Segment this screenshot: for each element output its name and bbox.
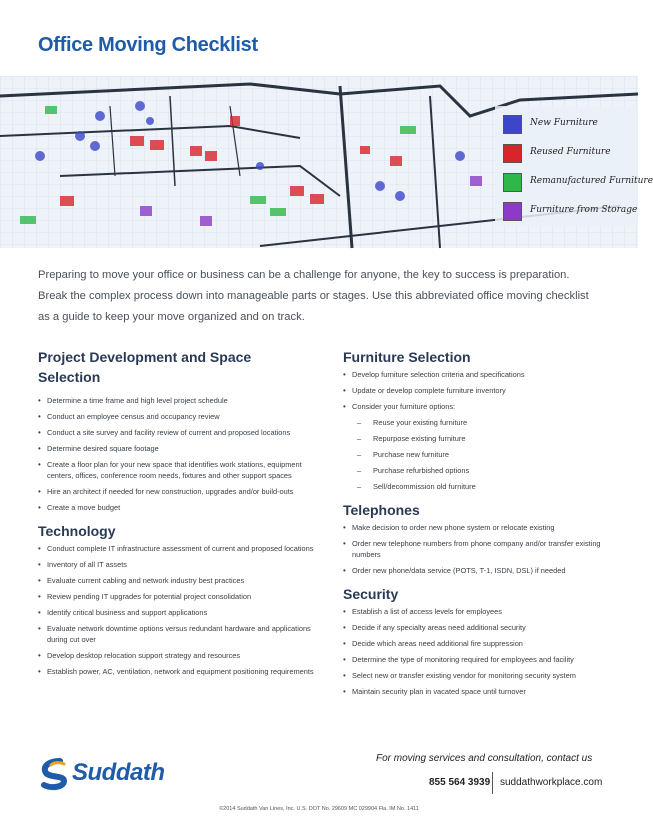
legend-swatch: [503, 173, 522, 192]
list-item: • Conduct a site survey and facility review of current and proposed locations: [38, 427, 328, 438]
checklist: [343, 606, 613, 697]
intro-line: Preparing to move your office or business can be a challenge for anyone, the key to success is preparation.: [38, 269, 570, 281]
legend-item-reused-furniture: [503, 144, 633, 164]
list-item: • Make decision to order new phone system or relocate existing: [343, 522, 613, 533]
list-item: • Identify critical business and support applications: [38, 607, 328, 618]
list-item: • Decide which areas need additional fire suppression: [343, 638, 613, 649]
contact-cta: For moving services and consultation, contact us: [376, 753, 593, 764]
logo-wordmark: Suddath: [72, 759, 165, 786]
list-item: • Review pending IT upgrades for potential project consolidation: [38, 591, 328, 602]
legend-item-remanufactured-furniture: [503, 173, 653, 193]
section-security: [343, 584, 613, 697]
list-item: • Conduct an employee census and occupancy review: [38, 411, 328, 422]
intro-line: as a guide to keep your move organized and on track.: [38, 311, 305, 323]
footer-divider: [492, 772, 493, 794]
checklist: [343, 522, 613, 576]
checklist: [343, 369, 613, 492]
list-item: • Determine a time frame and high level project schedule: [38, 395, 328, 406]
list-item: • Order new telephone numbers from phone company and/or transfer existing numbers: [343, 538, 613, 560]
sub-list-item: – Sell/decommission old furniture: [343, 481, 613, 492]
list-item: • Update or develop complete furniture inventory: [343, 385, 613, 396]
legend-item-furniture-from-storage: [503, 202, 638, 222]
phone-number[interactable]: 855 564 3939: [429, 777, 491, 788]
sub-list-item: – Repurpose existing furniture: [343, 433, 613, 444]
legend-label: Remanufactured Furniture: [530, 176, 653, 186]
suddath-logo-icon: [38, 757, 72, 791]
right-column: [343, 347, 613, 705]
section-technology: [38, 521, 328, 677]
list-item: • Establish power, AC, ventilation, network and equipment positioning requirements: [38, 666, 328, 677]
list-item: • Select new or transfer existing vendor for monitoring security system: [343, 670, 613, 681]
list-item: • Establish a list of access levels for employees: [343, 606, 613, 617]
list-item: • Maintain security plan in vacated space until turnover: [343, 686, 613, 697]
website-link[interactable]: suddathworkplace.com: [500, 777, 603, 788]
list-item: • Consider your furniture options:: [343, 401, 613, 412]
sub-list-item: – Purchase new furniture: [343, 449, 613, 460]
legend-swatch: [503, 202, 522, 221]
list-item: • Inventory of all IT assets: [38, 559, 328, 570]
legal-notice: ©2014 Suddath Van Lines, Inc. U.S. DOT No. 29609 MC 029904 Fla. IM No. 1411: [219, 806, 419, 812]
checklist: [38, 543, 328, 677]
list-item: • Order new phone/data service (POTS, T-1, ISDN, DSL) if needed: [343, 565, 613, 576]
section-heading: Furniture Selection: [343, 349, 471, 365]
section-furniture-selection: [343, 347, 613, 492]
section-heading: Technology: [38, 523, 116, 539]
legend-label: New Furniture: [530, 118, 598, 128]
left-column: [38, 347, 328, 685]
list-item: • Evaluate current cabling and network industry best practices: [38, 575, 328, 586]
section-heading: Telephones: [343, 502, 420, 518]
list-item: • Create a floor plan for your new space that identifies work stations, equipment centers, offices, conference room needs, fixtures and other support spaces: [38, 459, 328, 481]
list-item: • Evaluate network downtime options versus redundant hardware and applications during cut over: [38, 623, 328, 645]
list-item: • Hire an architect if needed for new construction, upgrades and/or build-outs: [38, 486, 328, 497]
checklist: [38, 395, 328, 513]
list-item: • Create a move budget: [38, 502, 328, 513]
legend-label: Furniture from Storage: [530, 205, 638, 215]
sub-list-item: – Reuse your existing furniture: [343, 417, 613, 428]
section-heading: Project Development and Space Selection: [38, 349, 252, 385]
legend-swatch: [503, 144, 522, 163]
page-title: Office Moving Checklist: [38, 34, 258, 56]
section-heading: Security: [343, 586, 399, 602]
list-item: • Determine the type of monitoring required for employees and facility: [343, 654, 613, 665]
intro-paragraph: [38, 265, 598, 328]
list-item: • Conduct complete IT infrastructure assessment of current and proposed locations: [38, 543, 328, 554]
legend-label: Reused Furniture: [530, 147, 611, 157]
suddath-logo: [38, 757, 198, 793]
list-item: • Determine desired square footage: [38, 443, 328, 454]
section-project-development: [38, 347, 328, 513]
legend-item-new-furniture: [503, 115, 633, 135]
list-item: • Develop desktop relocation support strategy and resources: [38, 650, 328, 661]
legend-swatch: [503, 115, 522, 134]
intro-line: Break the complex process down into manageable parts or stages. Use this abbreviated office moving checklist: [38, 290, 589, 302]
sub-list-item: – Purchase refurbished options: [343, 465, 613, 476]
section-telephones: [343, 500, 613, 576]
list-item: • Develop furniture selection criteria and specifications: [343, 369, 613, 380]
list-item: • Decide if any specialty areas need additional security: [343, 622, 613, 633]
